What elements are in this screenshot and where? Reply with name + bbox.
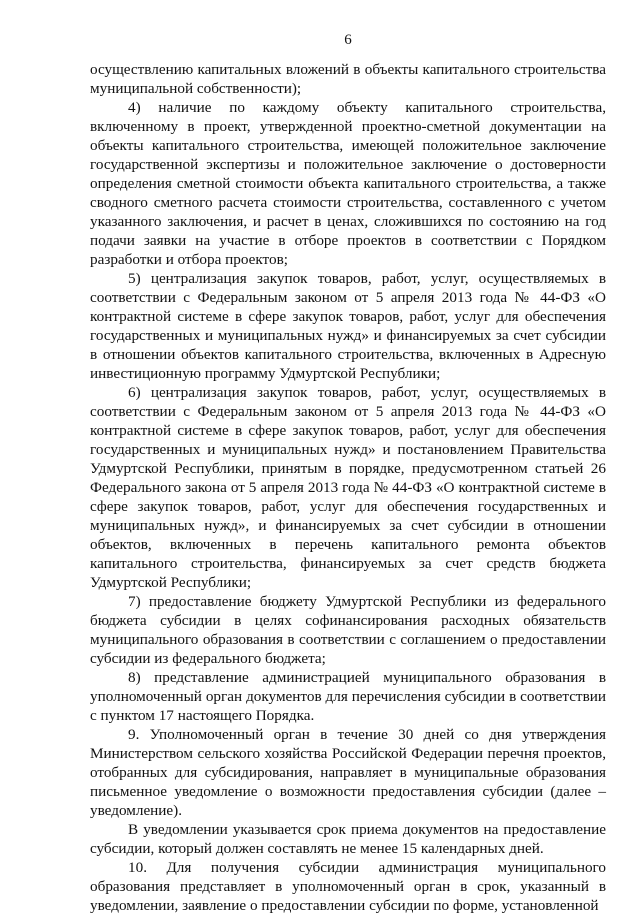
paragraph-8: В уведомлении указывается срок приема документов на предоставление субсидии, который должен составлять не менее 15 календарных дней.	[90, 821, 606, 857]
paragraph-7: 9. Уполномоченный орган в течение 30 дней со дня утверждения Министерством сельского хозяйства Российской Федерации перечня проектов, отобранных для субсидирования, направляет в муниципальные образования письменное уведомление о возможности предоставления субсидии (далее – уведомление).	[90, 726, 606, 819]
paragraph-4: 6) централизация закупок товаров, работ, услуг, осуществляемых в соответствии с Федеральным законом от 5 апреля 2013 года № 44-ФЗ «О контрактной системе в сфере закупок товаров, работ, услуг для обеспечения государственных и муниципальных нужд» и постановлением Правительства Удмуртской Республики, принятым в порядке, предусмотренном статьей 26 Федерального закона от 5 апреля 2013 года № 44-ФЗ «О контрактной системе в сфере закупок товаров, работ, услуг для обеспечения государственных и муниципальных нужд», и финансируемых за счет субсидии в отношении объектов, включенных в перечень капитального ремонта объектов капитального строительства, финансируемых за счет средств бюджета Удмуртской Республики;	[90, 384, 606, 591]
paragraph-3: 5) централизация закупок товаров, работ, услуг, осуществляемых в соответствии с Федеральным законом от 5 апреля 2013 года № 44-ФЗ «О контрактной системе в сфере закупок товаров, работ, услуг для обеспечения государственных и муниципальных нужд» и финансируемых за счет субсидии в отношении объектов капитального строительства, включенных в Адресную инвестиционную программу Удмуртской Республики;	[90, 270, 606, 382]
paragraph-6: 8) представление администрацией муниципального образования в уполномоченный орган документов для перечисления субсидии в соответствии с пунктом 17 настоящего Порядка.	[90, 669, 606, 724]
paragraph-5: 7) предоставление бюджету Удмуртской Республики из федерального бюджета субсидии в целях софинансирования расходных обязательств муниципального образования в соответствии с соглашением о предоставлении субсидии из федерального бюджета;	[90, 593, 606, 667]
paragraph-1: осуществлению капитальных вложений в объекты капитального строительства муниципальной собственности);	[90, 61, 606, 97]
page-number: 6	[344, 32, 352, 48]
paragraph-9: 10. Для получения субсидии администрация муниципального образования представляет в уполномоченный орган в срок, указанный в уведомлении, заявление о предоставлении субсидии по форме, установленной	[90, 859, 606, 914]
document-body	[90, 60, 606, 915]
paragraph-2: 4) наличие по каждому объекту капитального строительства, включенному в проект, утвержденной проектно-сметной документации на объекты капитального строительства, имеющей положительное заключение государственной экспертизы и положительное заключение о достоверности определения сметной стоимости объекта капитального строительства, а также сводного сметного расчета стоимости строительства, составленного с учетом указанного заключения, и расчет в ценах, сложившихся по состоянию на год подачи заявки на участие в отборе проектов в соответствии с Порядком разработки и отбора проектов;	[90, 99, 606, 268]
